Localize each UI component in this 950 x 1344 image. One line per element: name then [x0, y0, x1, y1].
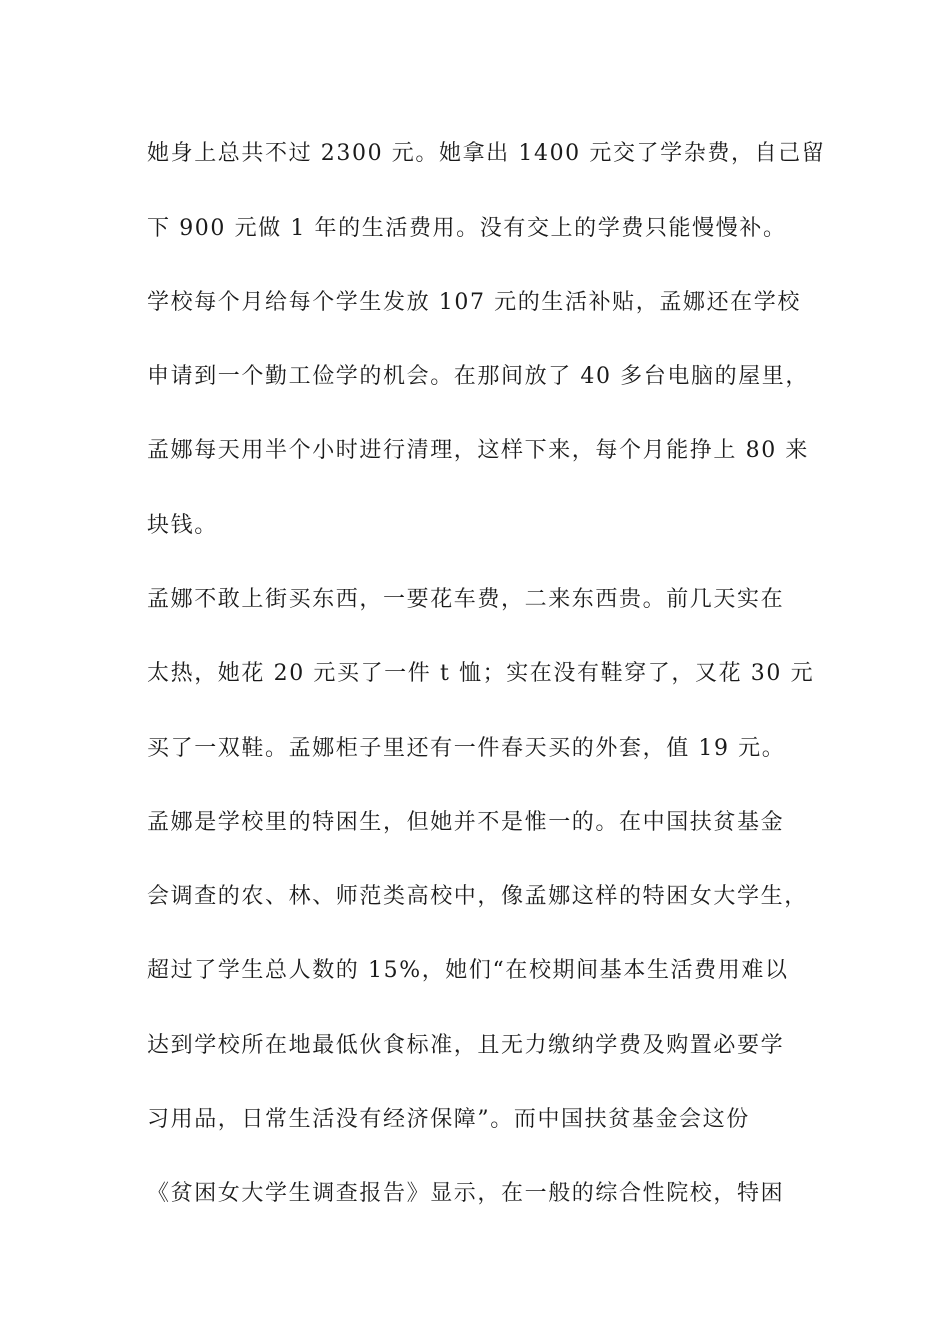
text-line: 下 900 元做 1 年的生活费用。没有交上的学费只能慢慢补。 [147, 216, 787, 241]
text-line: 习用品，日常生活没有经济保障”。而中国扶贫基金会这份 [147, 1107, 750, 1132]
text-line: 超过了学生总人数的 15%，她们“在校期间基本生活费用难以 [147, 958, 789, 983]
text-line: 学校每个月给每个学生发放 107 元的生活补贴，孟娜还在学校 [147, 290, 801, 315]
text-line: 她身上总共不过 2300 元。她拿出 1400 元交了学杂费，自己留 [147, 141, 826, 166]
text-line: 太热，她花 20 元买了一件 t 恤；实在没有鞋穿了，又花 30 元 [147, 661, 815, 686]
text-line: 申请到一个勤工俭学的机会。在那间放了 40 多台电脑的屋里， [147, 364, 809, 389]
text-line: 孟娜是学校里的特困生，但她并不是惟一的。在中国扶贫基金 [147, 810, 785, 835]
text-line: 达到学校所在地最低伙食标准，且无力缴纳学费及购置必要学 [147, 1033, 785, 1058]
text-line: 孟娜不敢上街买东西，一要花车费，二来东西贵。前几天实在 [147, 587, 785, 612]
text-line: 会调查的农、林、师范类高校中，像孟娜这样的特困女大学生， [147, 884, 808, 909]
text-line: 买了一双鞋。孟娜柜子里还有一件春天买的外套，值 19 元。 [147, 736, 786, 761]
text-line: 《贫困女大学生调查报告》显示，在一般的综合性院校，特困 [147, 1181, 785, 1206]
text-line: 块钱。 [147, 513, 218, 538]
text-line: 孟娜每天用半个小时进行清理，这样下来，每个月能挣上 80 来 [147, 438, 809, 463]
